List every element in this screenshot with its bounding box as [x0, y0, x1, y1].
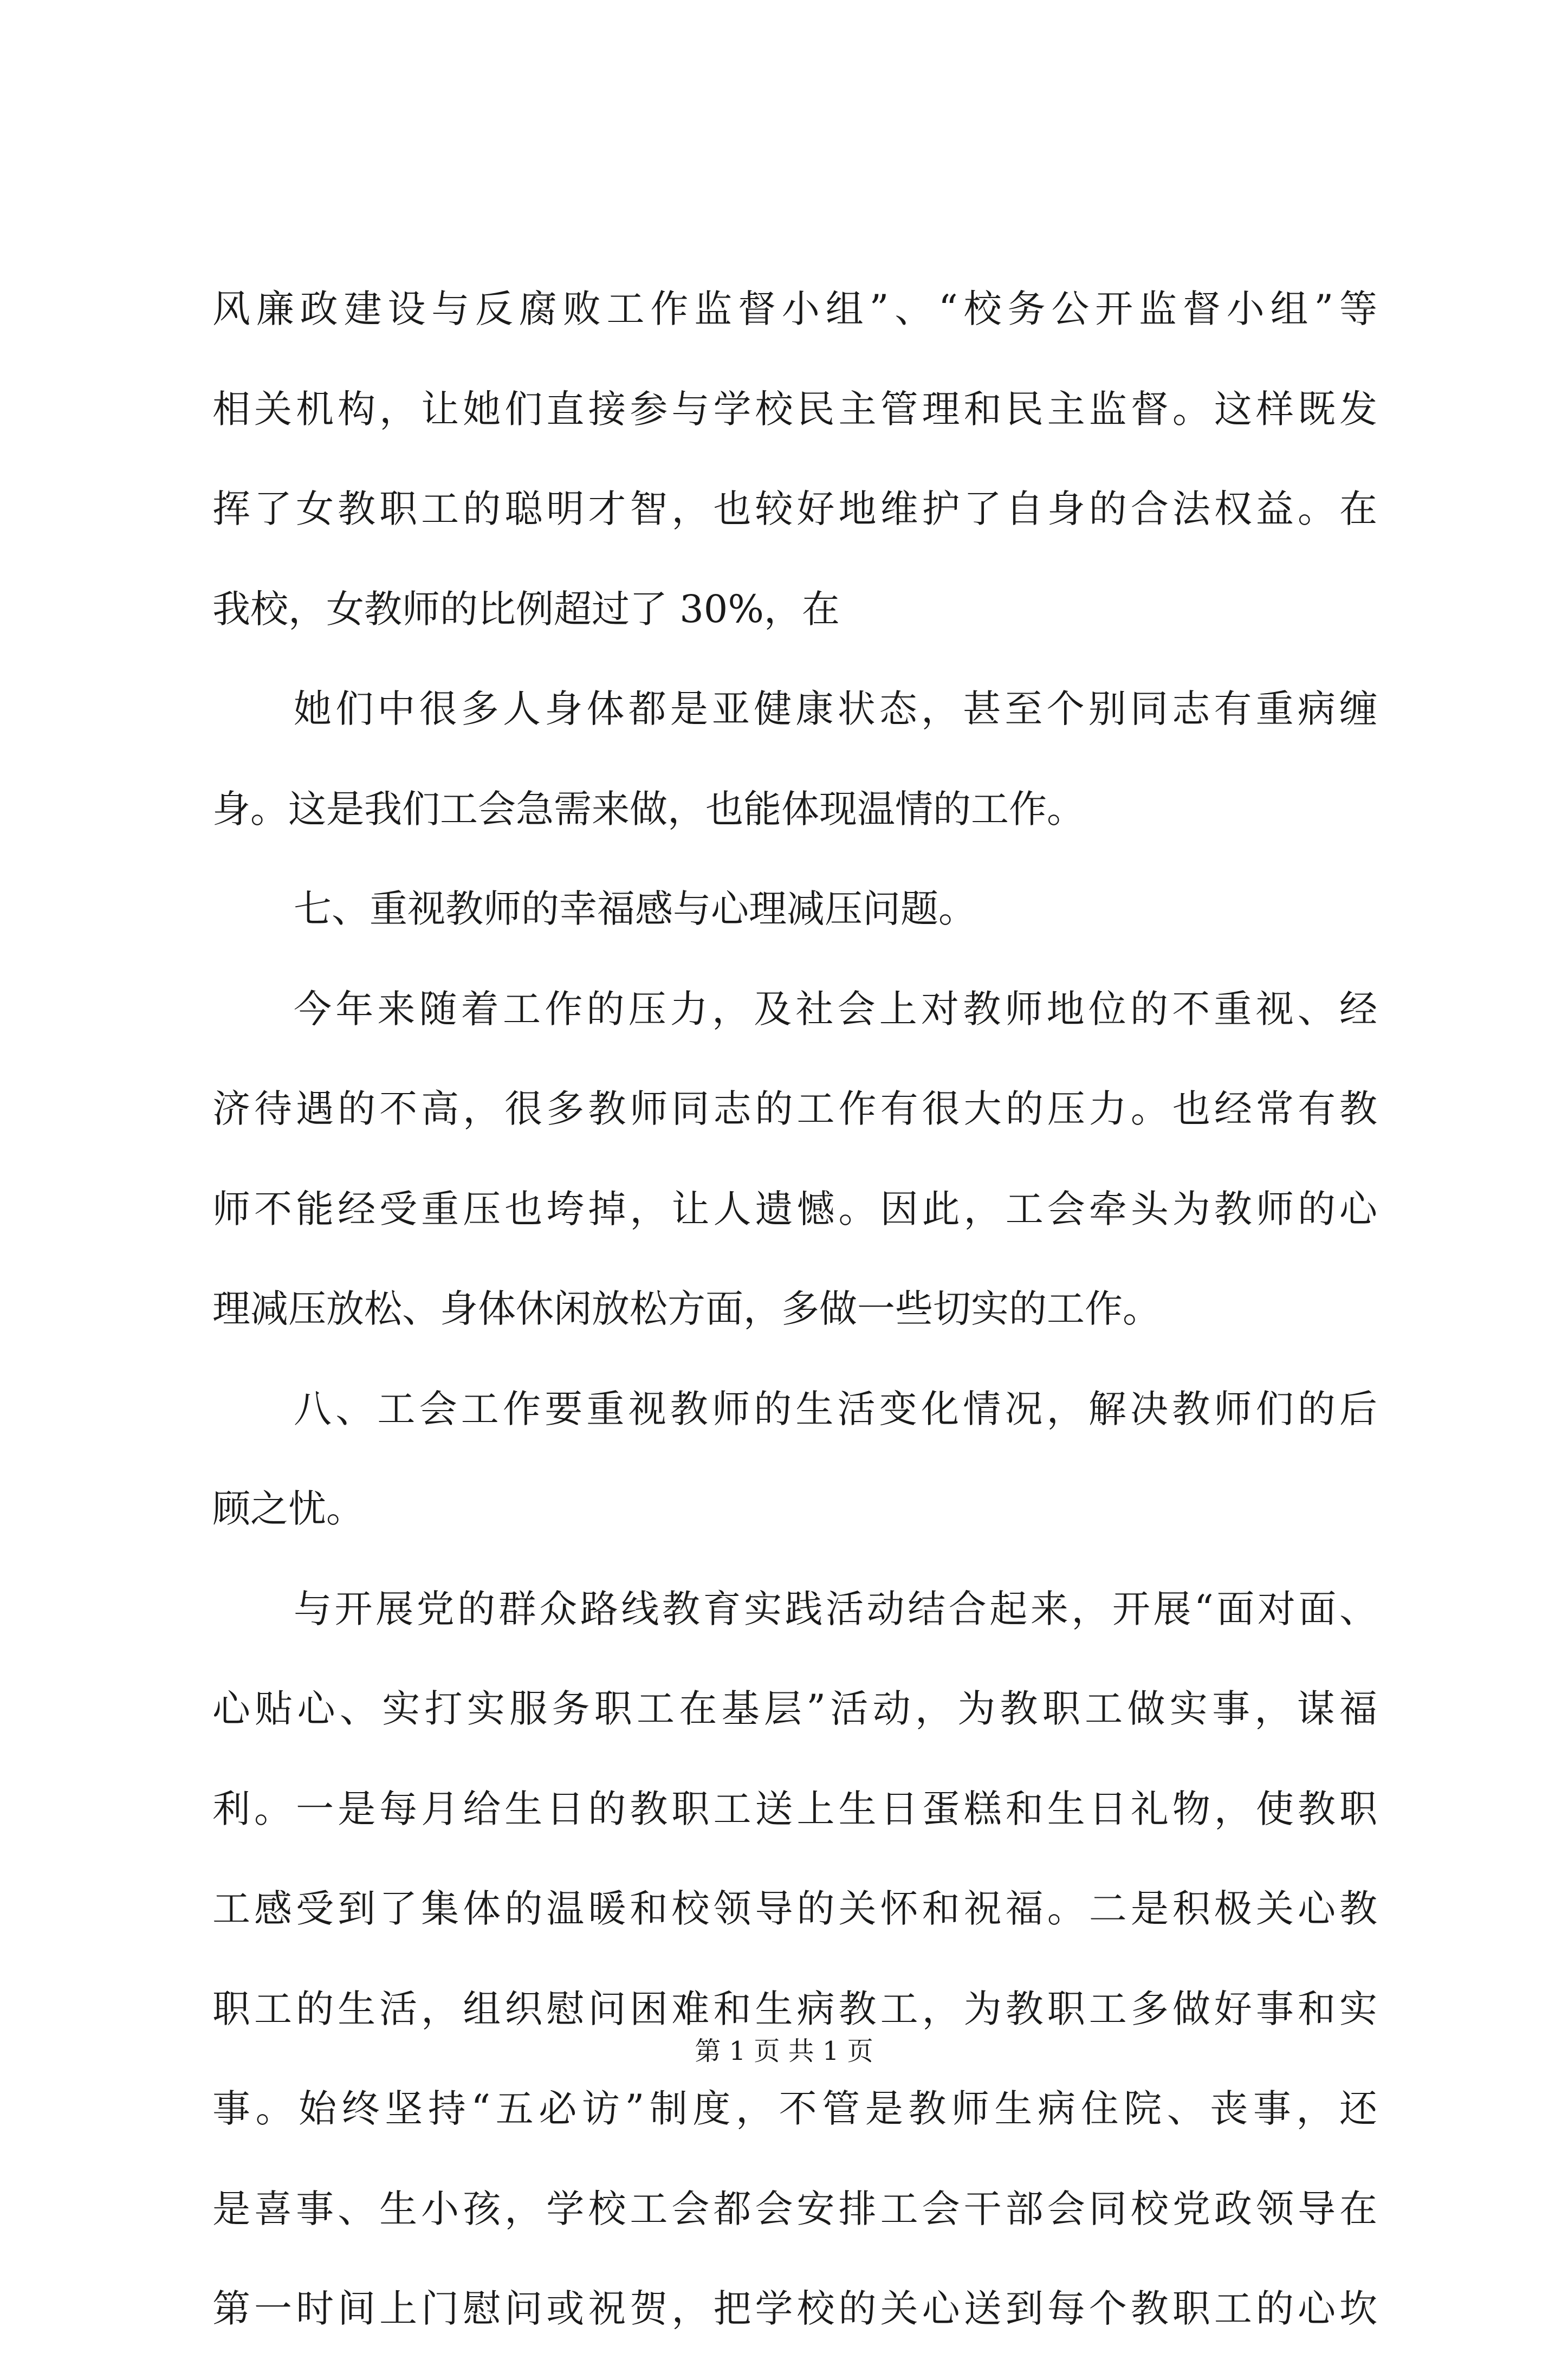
- text-line: 职工的生活，组织慰问困难和生病教工，为教职工多做好事和实: [212, 1986, 1377, 2031]
- text-line: 济待遇的不高，很多教师同志的工作有很大的压力。也经常有教: [212, 1087, 1377, 1131]
- section-heading: 八、工会工作要重视教师的生活变化情况，解决教师们的后: [294, 1386, 1377, 1431]
- section-heading: 顾之忧。: [212, 1487, 364, 1531]
- text-line: 心贴心、实打实服务职工在基层”活动，为教职工做实事，谋福: [212, 1686, 1377, 1731]
- text-line: 风廉政建设与反腐败工作监督小组”、“校务公开监督小组”等: [212, 287, 1377, 331]
- text-line: 利。一是每月给生日的教职工送上生日蛋糕和生日礼物，使教职: [212, 1786, 1377, 1831]
- text-line: 与开展党的群众路线教育实践活动结合起来，开展“面对面、: [294, 1586, 1377, 1631]
- text-line: 挥了女教职工的聪明才智，也较好地维护了自身的合法权益。在: [212, 487, 1377, 531]
- text-line: 第一时间上门慰问或祝贺，把学校的关心送到每个教职工的心坎: [212, 2286, 1377, 2331]
- text-line: 师不能经受重压也垮掉，让人遗憾。因此，工会牵头为教师的心: [212, 1186, 1377, 1231]
- text-line: 她们中很多人身体都是亚健康状态，甚至个别同志有重病缠: [294, 687, 1377, 731]
- section-heading: 七、重视教师的幸福感与心理减压问题。: [294, 887, 976, 931]
- text-line: 我校，女教师的比例超过了 30%，在: [212, 586, 840, 631]
- text-line: 理减压放松、身体休闲放松方面，多做一些切实的工作。: [212, 1287, 1161, 1331]
- text-line: 事。始终坚持“五必访”制度，不管是教师生病住院、丧事，还: [212, 2086, 1377, 2131]
- text-line: 工感受到了集体的温暖和校领导的关怀和祝福。二是积极关心教: [212, 1886, 1377, 1931]
- text-line: 今年来随着工作的压力，及社会上对教师地位的不重视、经: [294, 986, 1377, 1031]
- text-line: 身。这是我们工会急需来做，也能体现温情的工作。: [212, 786, 1085, 831]
- page-number-footer: 第 1 页 共 1 页: [695, 2036, 873, 2066]
- text-line: 相关机构，让她们直接参与学校民主管理和民主监督。这样既发: [212, 386, 1377, 431]
- text-line: 是喜事、生小孩，学校工会都会安排工会干部会同校党政领导在: [212, 2186, 1377, 2231]
